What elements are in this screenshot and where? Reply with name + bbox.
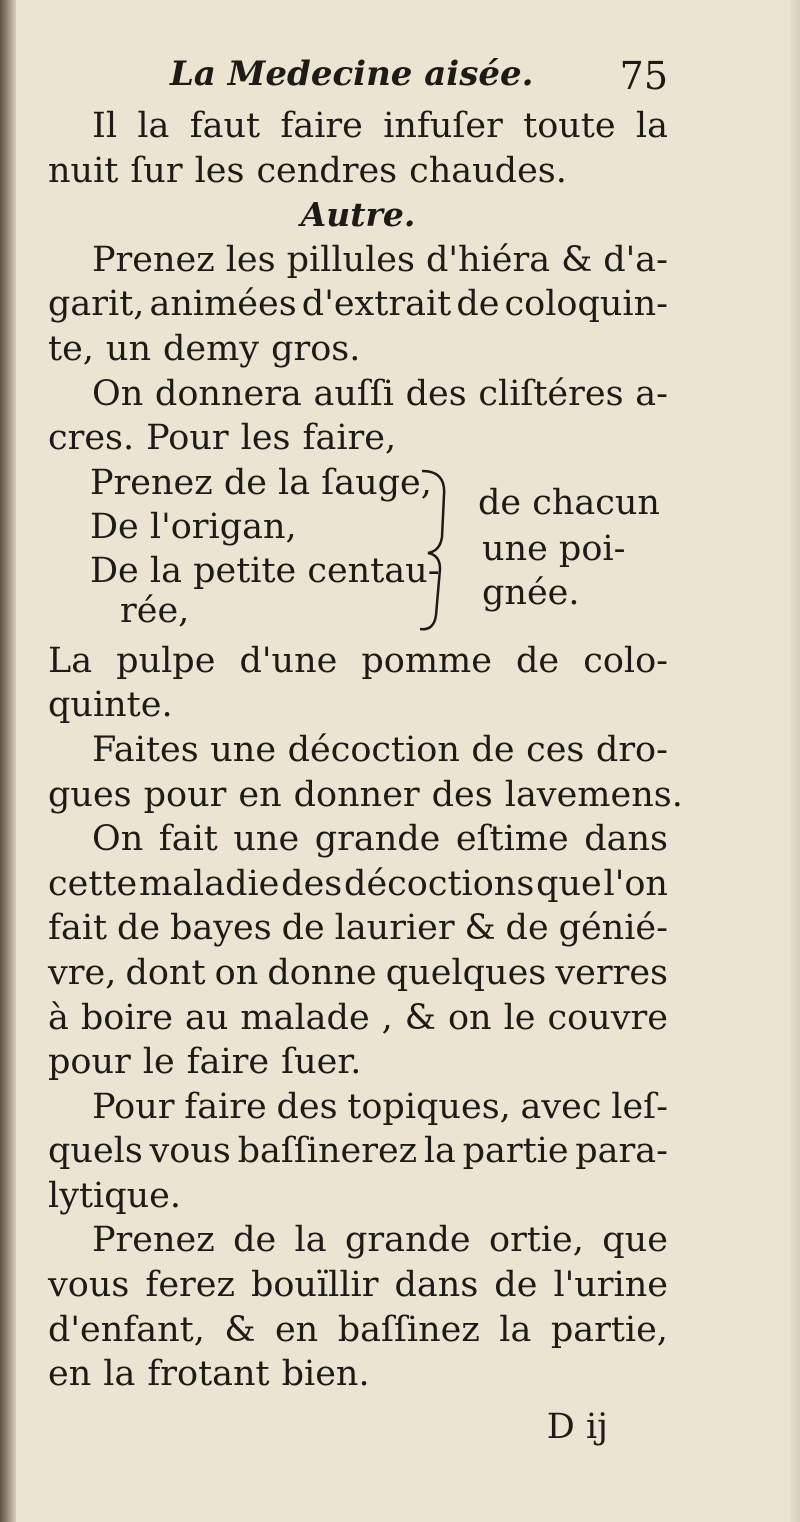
word: pour (143, 774, 227, 815)
word: de (505, 908, 549, 949)
text-line (48, 1218, 668, 1263)
word: dont (125, 952, 206, 993)
word: l'on (603, 863, 668, 904)
word: & (464, 908, 496, 949)
word: faut (189, 106, 261, 146)
word: décoction (287, 729, 460, 770)
running-title: La Medecine aisée. (170, 54, 534, 94)
word: bayes (170, 908, 272, 949)
word: quels (48, 1131, 143, 1172)
word: & (224, 1309, 256, 1350)
word: Pour (146, 418, 229, 459)
word: vre, (48, 952, 117, 993)
word: donne (267, 952, 377, 993)
word: verres (555, 952, 668, 993)
word: para- (575, 1131, 668, 1172)
word: demy (163, 328, 260, 369)
word: ſuer. (281, 1042, 362, 1083)
word: grande (344, 1220, 471, 1261)
word: quinte. (48, 685, 173, 726)
text-line (48, 238, 668, 283)
word: pour (48, 1042, 131, 1083)
word: faire (184, 1086, 267, 1127)
recipe-quantity: gnée. (482, 572, 580, 613)
word: colo- (583, 640, 668, 681)
word: lavemens. (504, 774, 683, 815)
word: d'hiéra (425, 239, 551, 280)
word: en (274, 1309, 319, 1350)
recipe-quantity: une poi- (482, 528, 626, 569)
word: partie, (550, 1309, 668, 1350)
word: dro- (595, 729, 668, 770)
word: & (404, 997, 436, 1038)
word: quelques (385, 952, 547, 993)
word: génié- (558, 908, 668, 949)
text-line (48, 683, 668, 728)
text-line (48, 416, 668, 461)
word: frotant (147, 1354, 270, 1395)
word: de (471, 729, 515, 770)
word: chaudes. (409, 150, 567, 191)
word: On (92, 373, 144, 414)
word: des (276, 1086, 338, 1127)
word: eſtime (455, 819, 569, 860)
word: la (137, 106, 170, 146)
word: leſ- (611, 1086, 668, 1127)
word: dans (584, 819, 668, 860)
word: cres. (48, 418, 135, 459)
word: , (381, 997, 393, 1038)
word: à (48, 997, 69, 1038)
word: pillules (286, 239, 415, 280)
word: le (503, 997, 536, 1038)
word: garit, (48, 284, 145, 325)
word: de (116, 908, 161, 949)
word: malade (240, 997, 370, 1038)
word: gros. (271, 328, 361, 369)
word: topiques, (347, 1086, 511, 1127)
word: pulpe (116, 640, 216, 681)
word: de (494, 1265, 538, 1306)
word: la (423, 1131, 456, 1172)
text-line (48, 1040, 668, 1085)
word: des (431, 774, 493, 815)
word: on (214, 952, 259, 993)
word: d'enfant, (48, 1309, 205, 1350)
book-page (48, 52, 683, 1449)
word: d'extrait (301, 284, 452, 325)
text-line (48, 1308, 668, 1353)
ingredient: rée, (120, 590, 190, 631)
word: nuit (48, 150, 119, 191)
running-header (48, 52, 668, 104)
word: partie (462, 1131, 569, 1172)
brace-icon (418, 465, 454, 635)
word: gues (48, 774, 132, 815)
word: Pour (92, 1086, 175, 1127)
word: bouïllir (250, 1265, 379, 1306)
word: des (281, 863, 343, 904)
text-line (48, 1085, 668, 1130)
word: ferez (145, 1265, 235, 1306)
word: de (456, 284, 500, 325)
text-line (48, 1352, 668, 1397)
word: en (48, 1354, 92, 1395)
word: laurier (334, 908, 455, 949)
text-part-2 (48, 639, 683, 1397)
word: l'urine (553, 1265, 668, 1306)
word: que (536, 863, 602, 904)
word: donnera (154, 373, 302, 414)
section-heading: Autre. (300, 195, 416, 235)
word: la (499, 1309, 532, 1350)
recipe-quantity: de chacun (478, 482, 660, 523)
text-line (48, 104, 668, 149)
word: avec (520, 1086, 602, 1127)
word: cendres (256, 150, 398, 191)
text-line (48, 327, 668, 372)
text-line (48, 282, 668, 327)
word: les (225, 239, 276, 280)
word: Prenez (92, 1220, 215, 1261)
text-line (48, 817, 668, 862)
word: de (233, 1220, 277, 1261)
text-line (48, 639, 668, 684)
word: ortie, (489, 1220, 584, 1261)
text-line (48, 773, 683, 818)
word: d'une (239, 640, 338, 681)
page-number: 75 (619, 54, 668, 98)
ingredient: De la petite centau- (90, 550, 440, 591)
word: décoctions (344, 863, 535, 904)
word: te, (48, 328, 94, 369)
word: les (240, 418, 291, 459)
word: Il (92, 106, 118, 146)
word: ſur (130, 150, 183, 191)
text-line (48, 862, 668, 907)
word: toute (523, 106, 616, 146)
text-line (48, 996, 668, 1041)
word: baſſinez (337, 1309, 480, 1350)
word: baſſinerez (237, 1131, 418, 1172)
word: donner (293, 774, 420, 815)
text-line (48, 1174, 668, 1219)
word: on (447, 997, 492, 1038)
page-edge (790, 0, 800, 1522)
word: fait (48, 908, 108, 949)
word: une (210, 729, 277, 770)
word: des (405, 373, 467, 414)
text-line (48, 1129, 668, 1174)
word: cette (48, 863, 138, 904)
text-line (48, 1263, 668, 1308)
word: vous (149, 1131, 231, 1172)
text-line (48, 372, 668, 417)
word: les (194, 150, 245, 191)
text-line (48, 951, 668, 996)
word: & (561, 239, 593, 280)
word: grande (314, 819, 441, 860)
word: un (105, 328, 151, 369)
word: la (635, 106, 668, 146)
word: maladie (138, 863, 280, 904)
word: d'a- (603, 239, 668, 280)
word: animées (149, 284, 297, 325)
word: fait (158, 819, 218, 860)
word: Faites (92, 729, 199, 770)
word: infuſer (383, 106, 503, 146)
word: cliſtéres (478, 373, 624, 414)
word: Prenez (92, 239, 215, 280)
word: de (281, 908, 325, 949)
ingredient: Prenez de la ſauge, (90, 462, 432, 503)
word: a- (635, 373, 668, 414)
word: couvre (547, 997, 668, 1038)
word: vous (48, 1265, 130, 1306)
word: faire (186, 1042, 270, 1083)
word: le (142, 1042, 175, 1083)
word: faire (280, 106, 363, 146)
word: auſſi (313, 373, 394, 414)
word: On (92, 819, 144, 860)
word: coloquin- (504, 284, 668, 325)
text-line (48, 906, 668, 951)
word: que (602, 1220, 668, 1261)
word: faire, (302, 418, 397, 459)
word: lytique. (48, 1175, 182, 1216)
text-line (48, 728, 668, 773)
word: boire (80, 997, 173, 1038)
ingredient: De l'origan, (90, 506, 297, 547)
word: La (48, 640, 93, 681)
word: ces (526, 729, 585, 770)
recipe-block (48, 461, 668, 639)
word: au (185, 997, 229, 1038)
signature-mark: D ij (546, 1406, 608, 1447)
word: la (103, 1354, 136, 1395)
text-part-1 (48, 104, 668, 461)
word: de (516, 640, 560, 681)
word: bien. (281, 1354, 370, 1395)
word: dans (394, 1265, 479, 1306)
word: pomme (361, 640, 492, 681)
book-gutter (0, 0, 16, 1522)
word: une (233, 819, 300, 860)
text-line (48, 149, 668, 194)
word: en (238, 774, 282, 815)
word: la (294, 1220, 327, 1261)
